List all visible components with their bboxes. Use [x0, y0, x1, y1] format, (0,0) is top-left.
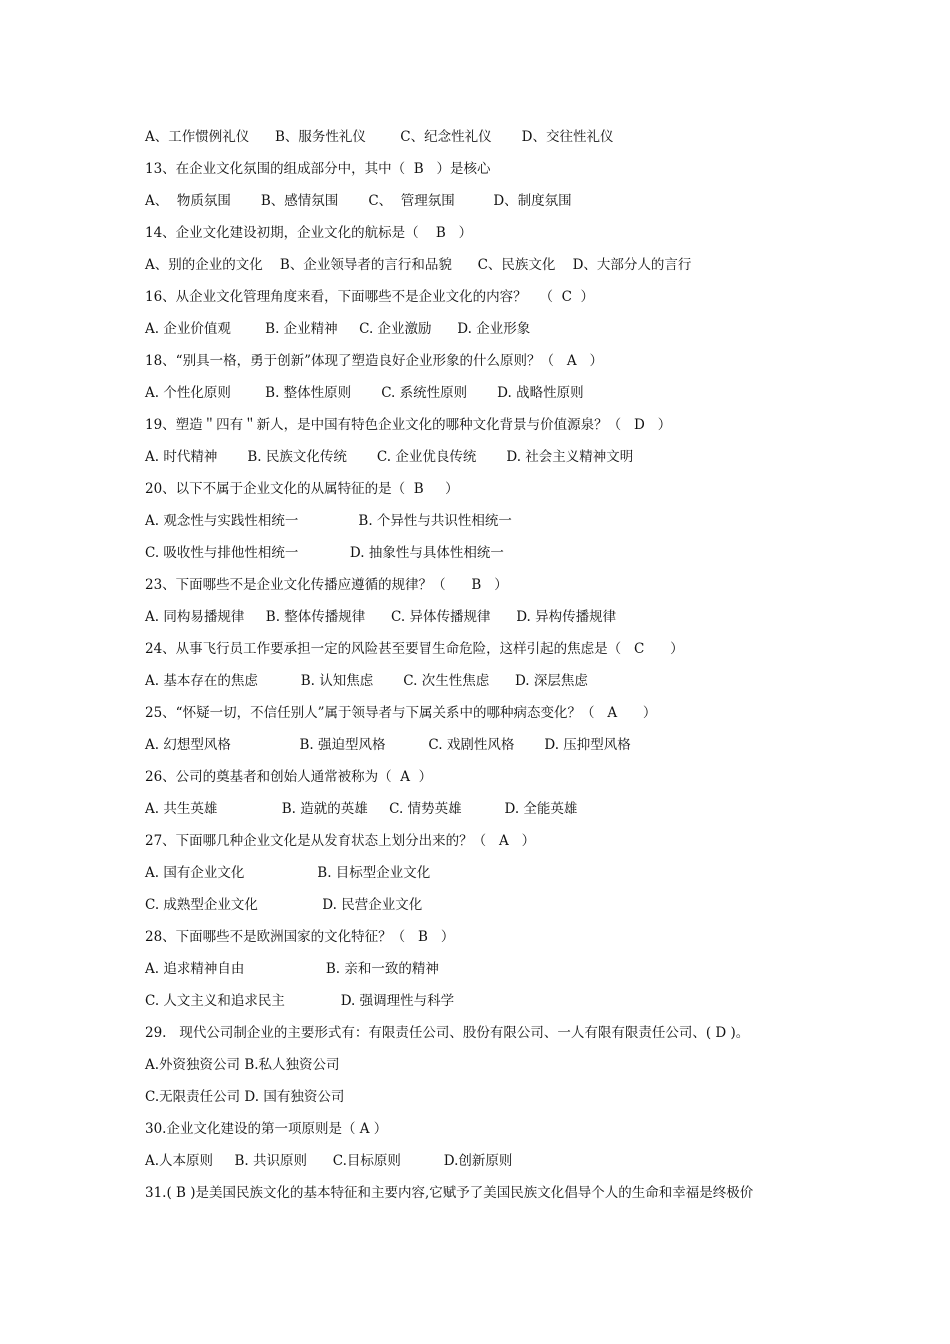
- question-line: 14、企业文化建设初期，企业文化的航标是（ B ）: [145, 225, 473, 241]
- option-line: A. 幻想型风格 B. 强迫型风格 C. 戏剧性风格 D. 压抑型风格: [145, 737, 631, 753]
- question-line: 25、“怀疑一切，不信任别人”属于领导者与下属关系中的哪种病态变化？（ A ）: [145, 705, 657, 721]
- option-line: A.人本原则 B. 共识原则 C.目标原则 D.创新原则: [145, 1153, 513, 1169]
- option-line: A. 观念性与实践性相统一 B. 个异性与共识性相统一: [145, 513, 512, 529]
- option-line: C.无限责任公司 D. 国有独资公司: [145, 1089, 345, 1105]
- question-line: 29. 现代公司制企业的主要形式有：有限责任公司、股份有限公司、一人有限有限责任公司、( D )。: [145, 1025, 750, 1041]
- question-line: 20、以下不属于企业文化的从属特征的是（ B ）: [145, 481, 459, 497]
- question-line: 28、下面哪些不是欧洲国家的文化特征？（ B ）: [145, 929, 455, 945]
- question-line: 26、公司的奠基者和创始人通常被称为（ A ）: [145, 769, 433, 785]
- option-line: A. 时代精神 B. 民族文化传统 C. 企业优良传统 D. 社会主义精神文明: [145, 449, 634, 465]
- option-line: C. 吸收性与排他性相统一 D. 抽象性与具体性相统一: [145, 545, 504, 561]
- question-line: 23、下面哪些不是企业文化传播应遵循的规律？（ B ）: [145, 577, 508, 593]
- option-line: A、别的企业的文化 B、企业领导者的言行和品貌 C、民族文化 D、大部分人的言行: [145, 257, 692, 273]
- question-line: 27、下面哪几种企业文化是从发育状态上划分出来的？（ A ）: [145, 833, 536, 849]
- question-line: 30.企业文化建设的第一项原则是（ A ）: [145, 1121, 388, 1137]
- option-line: A. 个性化原则 B. 整体性原则 C. 系统性原则 D. 战略性原则: [145, 385, 584, 401]
- question-line: 24、从事飞行员工作要承担一定的风险甚至要冒生命危险，这样引起的焦虑是（ C ）: [145, 641, 684, 657]
- question-line: 19、塑造＂四有＂新人，是中国有特色企业文化的哪种文化背景与价值源泉？（ D ）: [145, 417, 672, 433]
- option-line: A. 共生英雄 B. 造就的英雄 C. 情势英雄 D. 全能英雄: [145, 801, 578, 817]
- option-line: C. 人文主义和追求民主 D. 强调理性与科学: [145, 993, 455, 1009]
- question-line: 31.( B )是美国民族文化的基本特征和主要内容,它赋予了美国民族文化倡导个人的生命和幸福是终极价: [145, 1185, 754, 1201]
- option-line: C. 成熟型企业文化 D. 民营企业文化: [145, 897, 423, 913]
- option-line: A. 企业价值观 B. 企业精神 C. 企业激励 D. 企业形象: [145, 321, 531, 337]
- option-line: A. 同构易播规律 B. 整体传播规律 C. 异体传播规律 D. 异构传播规律: [145, 609, 617, 625]
- question-line: 18、“别具一格，勇于创新”体现了塑造良好企业形象的什么原则？（ A ）: [145, 353, 603, 369]
- option-line: A、工作惯例礼仪 B、服务性礼仪 C、纪念性礼仪 D、交往性礼仪: [145, 129, 614, 145]
- option-line: A、 物质氛围 B、感情氛围 C、 管理氛围 D、制度氛围: [145, 193, 572, 209]
- option-line: A. 国有企业文化 B. 目标型企业文化: [145, 865, 431, 881]
- question-line: 16、从企业文化管理角度来看，下面哪些不是企业文化的内容？ （ C ）: [145, 289, 595, 305]
- question-line: 13、在企业文化氛围的组成部分中，其中（ B ）是核心: [145, 161, 491, 177]
- option-line: A. 基本存在的焦虑 B. 认知焦虑 C. 次生性焦虑 D. 深层焦虑: [145, 673, 588, 689]
- option-line: A. 追求精神自由 B. 亲和一致的精神: [145, 961, 439, 977]
- option-line: A.外资独资公司 B.私人独资公司: [145, 1057, 340, 1073]
